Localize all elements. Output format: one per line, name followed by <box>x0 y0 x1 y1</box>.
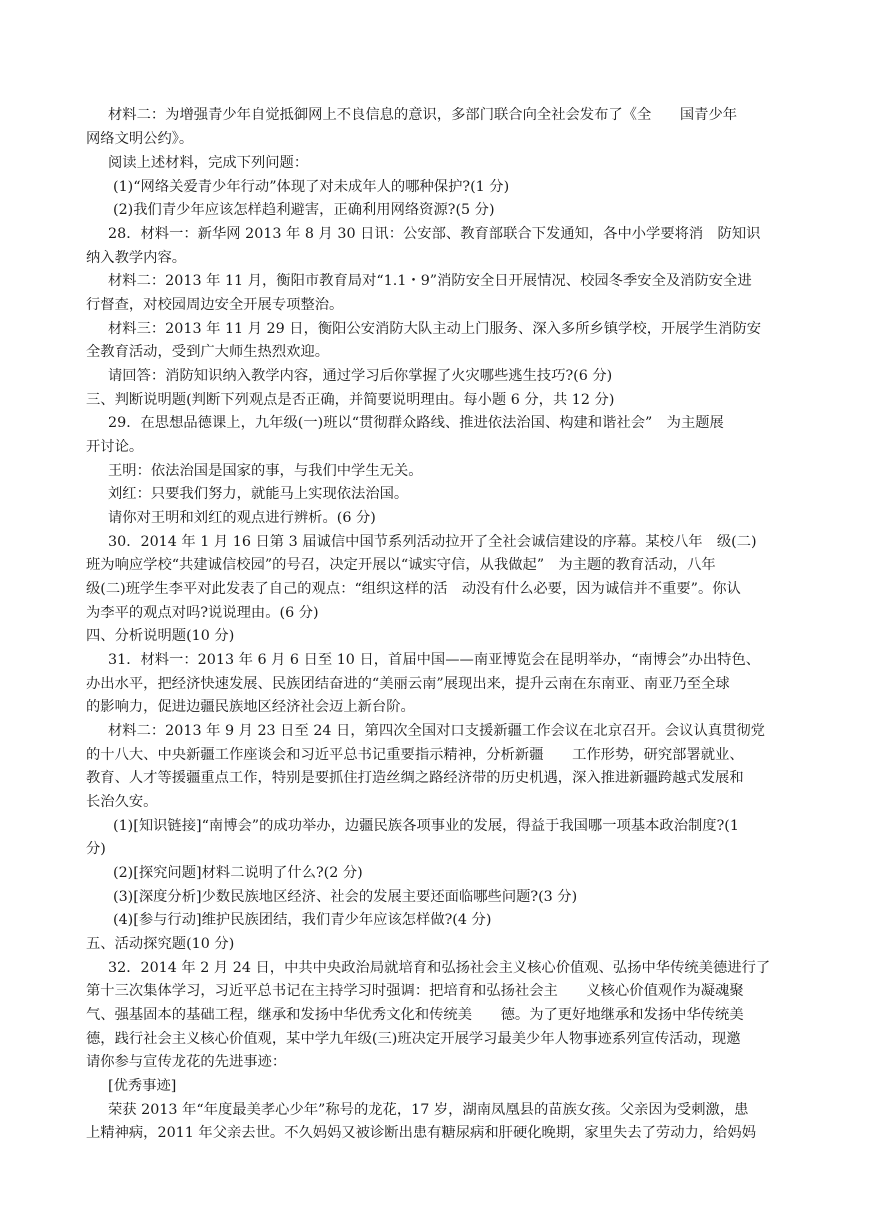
text-line: 级(二)班学生李平对此发表了自己的观点：“组织这样的活 动没有什么必要，因为诚信并不重要”。你认 <box>86 581 741 597</box>
text-line: 开讨论。 <box>86 439 144 455</box>
text-line: 30．2014 年 1 月 16 日第 3 届诚信中国节系列活动拉开了全社会诚信建设的序幕。某校八年 级(二) <box>108 534 757 550</box>
text-line: 阅读上述材料，完成下列问题： <box>108 155 309 171</box>
text-line: 的影响力，促进边疆民族地区经济社会迈上新台阶。 <box>86 699 415 715</box>
text-line: 材料三：2013 年 11 月 29 日，衡阳公安消防大队主动上门服务、深入多所乡镇学校，开展学生消防安 <box>108 321 762 337</box>
text-line: [优秀事迹] <box>108 1078 177 1094</box>
text-line: (3)[深度分析]少数民族地区经济、社会的发展主要还面临哪些问题?(3 分) <box>113 889 578 905</box>
section-heading: 四、分析说明题(10 分) <box>86 628 235 644</box>
text-line: 荣获 2013 年“年度最美孝心少年”称号的龙花，17 岁，湖南凤凰县的苗族女孩。父亲因为受刺激，患 <box>108 1102 749 1118</box>
text-line: 班为响应学校“共建诚信校园”的号召，决定开展以“诚实守信，从我做起” 为主题的教育活动，八年 <box>86 557 716 573</box>
text-line: 材料二：2013 年 11 月，衡阳市教育局对“1.1・9”消防安全日开展情况、校园冬季安全及消防安全进 <box>108 273 752 289</box>
text-line: 行督查，对校园周边安全开展专项整治。 <box>86 297 344 313</box>
text-line: 上精神病，2011 年父亲去世。不久妈妈又被诊断出患有糖尿病和肝硬化晚期，家里失去了劳动力，给妈妈 <box>86 1125 756 1141</box>
text-line: 材料二：2013 年 9 月 23 日至 24 日，第四次全国对口支援新疆工作会议在北京召开。会议认真贯彻党 <box>108 723 765 739</box>
text-line: (1)“网络关爱青少年行动”体现了对未成年人的哪种保护?(1 分) <box>113 179 510 195</box>
text-line: (1)[知识链接]“南博会”的成功举办，边疆民族各项事业的发展，得益于我国哪一项基本政治制度?(1 <box>113 818 739 834</box>
text-line: 请你对王明和刘红的观点进行辨析。(6 分) <box>108 510 376 526</box>
text-line: 纳入教学内容。 <box>86 250 187 266</box>
text-line: (4)[参与行动]维护民族团结，我们青少年应该怎样做?(4 分) <box>113 912 492 928</box>
text-line: 28．材料一：新华网 2013 年 8 月 30 日讯：公安部、教育部联合下发通知，各中小学要将消 防知识 <box>108 226 761 242</box>
text-line: 教育、人才等援疆重点工作，特别是要抓住打造丝绸之路经济带的历史机遇，深入推进新疆跨越式发展和 <box>86 770 744 786</box>
text-line: 刘红：只要我们努力，就能马上实现依法治国。 <box>108 486 409 502</box>
text-line: 31．材料一：2013 年 6 月 6 日至 10 日，首届中国——南亚博览会在昆明举办，“南博会”办出特色、 <box>108 652 761 668</box>
text-line: 网络文明公约》。 <box>86 131 194 147</box>
text-line: 长治久安。 <box>86 794 158 810</box>
text-line: 气、强基固本的基础工程，继承和发扬中华优秀文化和传统美 德。为了更好地继承和发扬中华传统美 <box>86 1007 744 1023</box>
text-line: 的十八大、中央新疆工作座谈会和习近平总书记重要指示精神，分析新疆 工作形势，研究部署就业、 <box>86 747 744 763</box>
text-line: 全教育活动，受到广大师生热烈欢迎。 <box>86 344 330 360</box>
text-line: 材料二：为增强青少年自觉抵御网上不良信息的意识，多部门联合向全社会发布了《全 国青少年 <box>108 107 738 123</box>
text-line: 请回答：消防知识纳入教学内容，通过学习后你掌握了火灾哪些逃生技巧?(6 分) <box>108 368 613 384</box>
text-line: (2)[探究问题]材料二说明了什么?(2 分) <box>113 865 363 881</box>
text-line: 请你参与宣传龙花的先进事迹： <box>86 1054 287 1070</box>
text-line: 为李平的观点对吗?说说理由。(6 分) <box>86 605 319 621</box>
text-line: 德，践行社会主义核心价值观，某中学九年级(三)班决定开展学习最美少年人物事迹系列宣传活动，现邀 <box>86 1031 741 1047</box>
section-heading: 三、判断说明题(判断下列观点是否正确，并简要说明理由。每小题 6 分，共 12 分) <box>86 392 615 408</box>
text-line: (2)我们青少年应该怎样趋利避害，正确利用网络资源?(5 分) <box>113 202 495 218</box>
text-line: 29．在思想品德课上，九年级(一)班以“贯彻群众路线、推进依法治国、构建和谐社会” 为主题展 <box>108 415 724 431</box>
text-line: 办出水平，把经济快速发展、民族团结奋进的“美丽云南”展现出来，提升云南在东南亚、南亚乃至全球 <box>86 676 730 692</box>
text-line: 分) <box>86 841 106 857</box>
text-line: 32．2014 年 2 月 24 日，中共中央政治局就培育和弘扬社会主义核心价值观、弘扬中华传统美德进行了 <box>108 960 771 976</box>
text-line: 王明：依法治国是国家的事，与我们中学生无关。 <box>108 463 423 479</box>
text-line: 第十三次集体学习，习近平总书记在主持学习时强调：把培育和弘扬社会主 义核心价值观作为凝魂聚 <box>86 983 744 999</box>
section-heading: 五、活动探究题(10 分) <box>86 936 235 952</box>
